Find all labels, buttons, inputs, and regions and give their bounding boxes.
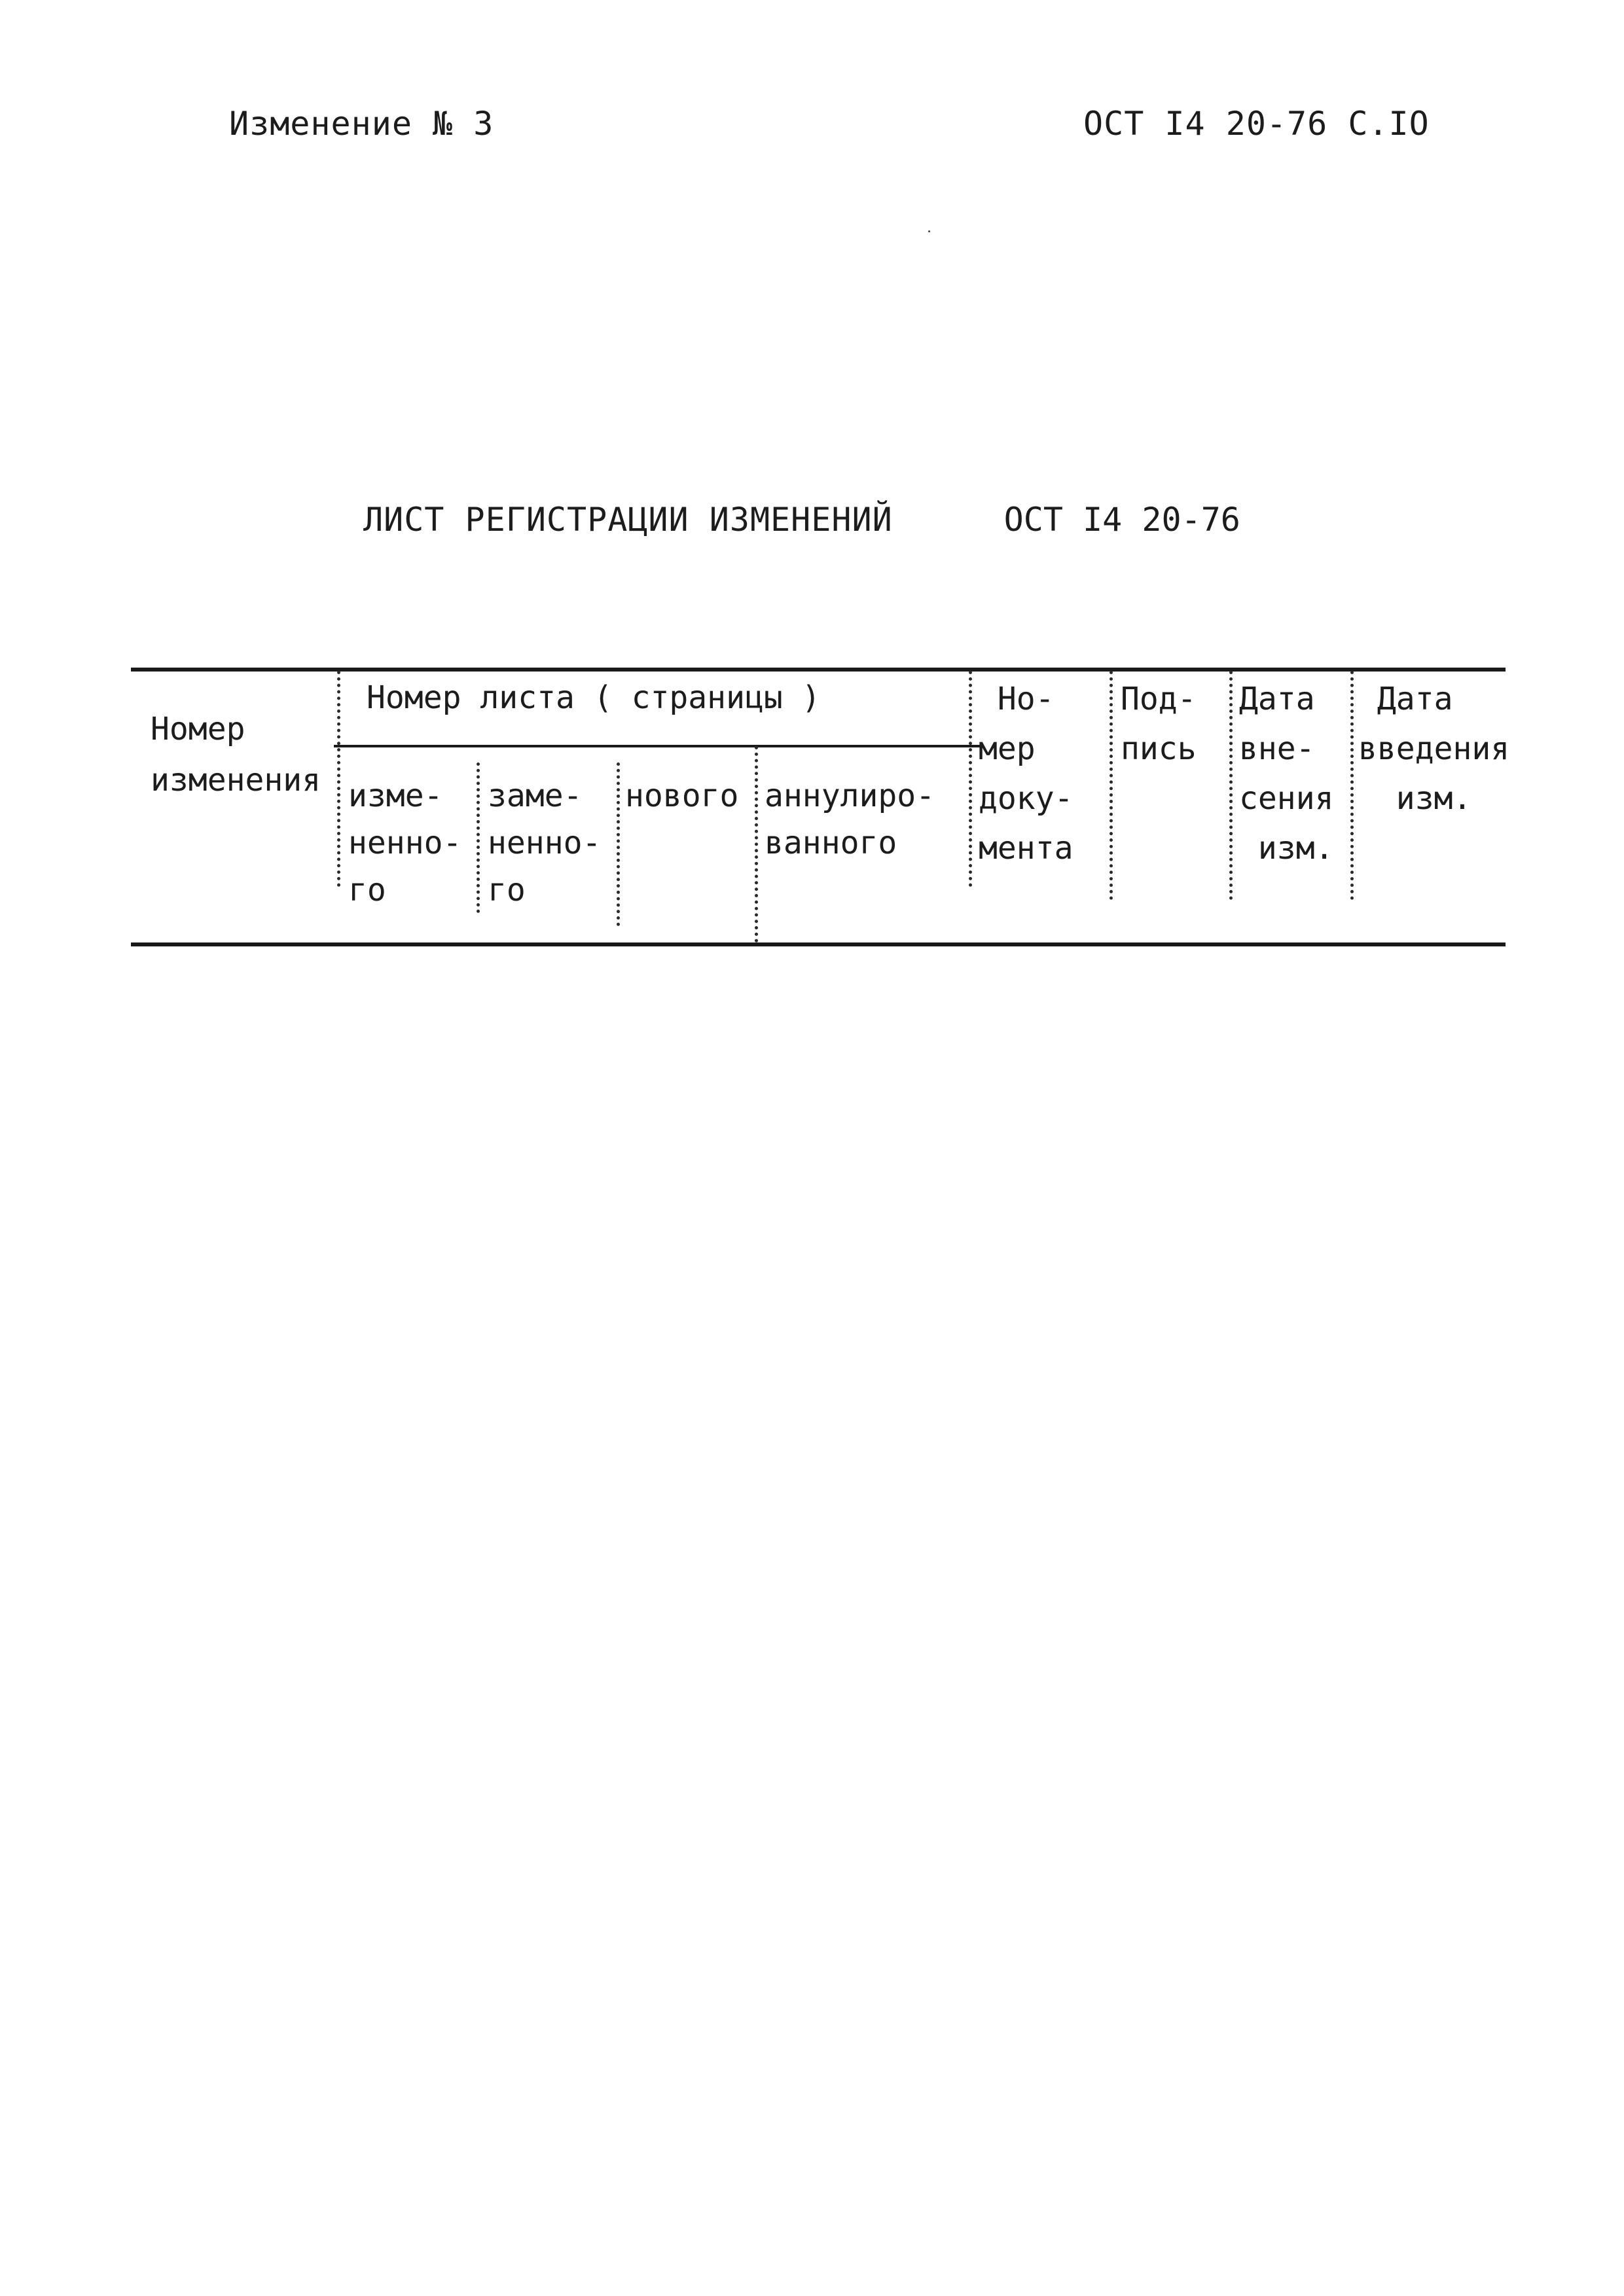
column-separator [477,762,480,913]
column-separator [1229,671,1233,900]
column-separator [617,762,620,926]
column-separator [337,671,340,887]
subheader-new: нового [625,778,739,814]
table-subheader-rule [334,745,982,747]
header-document-number: Но- мер доку- мента [979,681,1074,867]
column-separator [1350,671,1354,900]
subheader-replaced: заме- ненно- го [488,778,602,908]
column-separator [755,746,758,942]
header-sheet-number: Номер листа ( страницы ) [367,679,821,716]
print-speck [928,230,930,232]
change-number-label: Изменение № 3 [229,105,494,143]
header-change-number: Номер изменения [151,711,321,798]
sheet-title [363,501,1240,539]
column-separator [1110,671,1113,900]
table-bottom-rule [131,942,1506,946]
document-code: ОСТ I4 20-76 С.IO [1083,105,1430,143]
header-entry-date: Дата вне- сения изм. [1239,681,1334,867]
subheader-changed: изме- ненно- го [348,778,462,908]
column-separator [969,671,972,887]
header-signature: Под- пись [1121,681,1197,767]
sheet-title-main: ЛИСТ РЕГИСТРАЦИИ ИЗМЕНЕНИЙ [363,501,893,539]
header-effective-date: Дата введения изм. [1358,681,1510,817]
sheet-title-code: ОСТ I4 20-76 [1003,501,1240,539]
subheader-annulled: аннулиро- ванного [765,778,935,861]
